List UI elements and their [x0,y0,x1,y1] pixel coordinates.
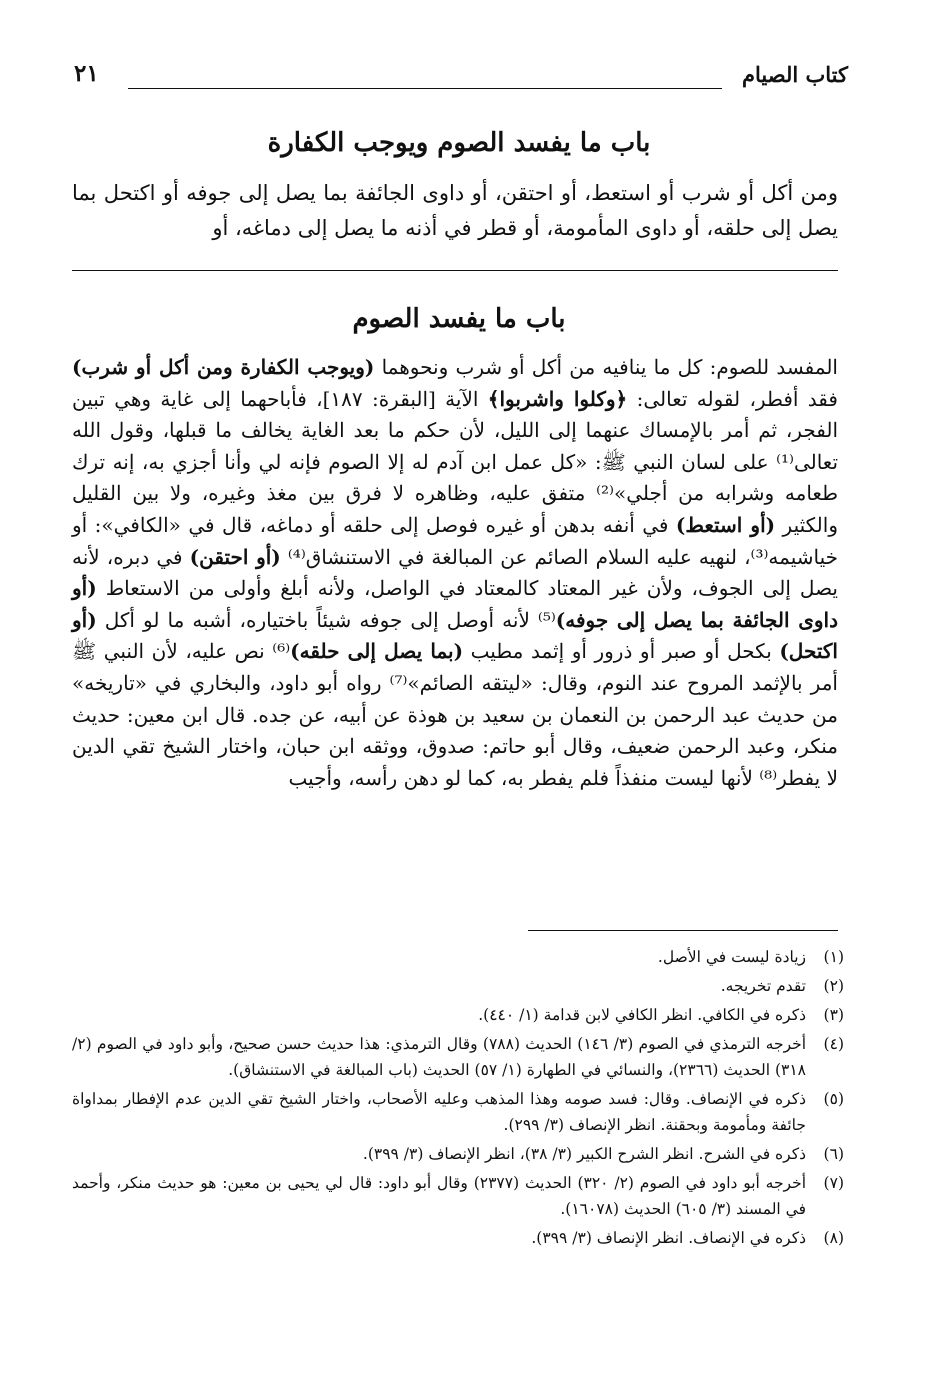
sharh-body [72,352,838,794]
footnote-item [72,1225,844,1251]
footnote-text: ذكره في الشرح. انظر الشرح الكبير (٣/ ٣٨)، انظر الإنصاف (٣/ ٣٩٩). [362,1145,806,1163]
footnote-item [72,1002,844,1028]
matn-quote: (بما يصل إلى حلقه) [290,639,464,664]
page-number: ٢١ [74,60,99,87]
footnote-item [72,1031,844,1083]
footnote-text: ذكره في الإنصاف. وقال: فسد صومه وهذا المذهب وعليه الأصحاب، واختار الشيخ تقي الدين عدم الإفطار بمداواة جائفة ومأمومة وبحقنة. انظر الإنصاف (٣/ ٢٩٩). [72,1090,806,1134]
footnote-number: (١) [823,948,844,966]
commentary-text: المفسد للصوم: كل ما ينافيه من أكل أو شرب ونحوهما [374,355,838,379]
footnote-text: زيادة ليست في الأصل. [657,948,806,966]
footnotes-list [72,944,844,1254]
book-title: كتاب الصيام [742,62,848,87]
commentary-text: ⁽⁶⁾ نص عليه، لأن النبي ﷺ أمر بالإثمد المروح عند النوم، وقال: «ليتقه الصائم»⁽⁷⁾ رواه أبو داود، والبخاري في «تاريخه» من حديث عبد الرحمن بن النعمان بن سعيد بن هوذة عن أبيه، عن جده. قال ابن معين: حديث منكر، وعبد الرحمن ضعيف، وقال أبو حاتم: صدوق، ووثقه ابن حبان، واختار الشيخ تقي الدين لا يفطر⁽⁸⁾ لأنها ليست منفذاً فلم يفطر به، كما لو دهن رأسه، وأجيب [72,639,838,790]
footnote-item [72,1086,844,1138]
footnote-number: (٢) [823,977,844,995]
footnote-rule [528,930,838,931]
footnote-number: (٨) [823,1229,844,1247]
sharh-paragraph [72,352,838,794]
running-header [70,58,848,98]
footnote-number: (٦) [823,1145,844,1163]
matn-quote: (أو استعط) [675,512,776,537]
footnote-item [72,973,844,999]
footnote-text: أخرجه الترمذي في الصوم (٣/ ١٤٦) الحديث (٧٨٨) وقال الترمذي: هذا حديث حسن صحيح، وأبو داود في الصوم (٢/ ٣١٨) الحديث (٢٣٦٦)، والنسائي في الطهارة (١/ ٥٧) الحديث (باب المبالغة في الاستنشاق). [72,1035,807,1079]
sharh-heading: باب ما يفسد الصوم [352,304,566,334]
matn-quote: (أو اكتحل) [72,607,838,664]
matn-text: ومن أكل أو شرب أو استعط، أو احتقن، أو داوى الجائفة بما يصل إلى جوفه أو اكتحل بما يصل إلى حلقه، أو داوى المأمومة، أو قطر في أذنه ما يصل إلى دماغه، أو [72,181,838,240]
footnote-text: ذكره في الإنصاف. انظر الإنصاف (٣/ ٣٩٩). [531,1229,806,1247]
matn-quote: ﴿وكلوا واشربوا﴾ [487,386,628,411]
footnote-item [72,944,844,970]
footnote-number: (٥) [823,1090,844,1108]
footnote-item [72,1141,844,1167]
footnote-number: (٤) [823,1035,844,1053]
matn-separator-rule [72,270,838,271]
commentary-text: ⁽⁵⁾ لأنه أوصل إلى جوفه شيئاً باختياره، أشبه ما لو أكل [96,607,556,632]
commentary-text: فقد أفطر، لقوله تعالى: [627,386,838,411]
footnote-number: (٣) [823,1006,844,1024]
footnote-text: أخرجه أبو داود في الصوم (٢/ ٣٢٠) الحديث (٢٣٧٧) وقال أبو داود: قال لي يحيى بن معين: هو حديث منكر، وأحمد في المسند (٣/ ٦٠٥) الحديث (١٦٠٧٨). [72,1174,806,1218]
footnote-text: تقدم تخريجه. [720,977,806,995]
header-rule [128,88,722,89]
matn-quote: (أو احتقن) [189,544,281,569]
commentary-text: في أنفه بدهن أو غيره فوصل إلى حلقه أو دماغه، قال في «الكافي»: أو خياشيمه⁽³⁾، لنهيه عليه السلام الصائم عن المبالغة في الاستنشاق⁽⁴⁾ [72,512,838,569]
commentary-text: في دبره، لأنه يصل إلى الجوف، ولأن غير المعتاد كالمعتاد في الواصل، ولأنه أبلغ وأولى من الاستعاط [72,544,838,601]
footnote-item [72,1170,844,1222]
commentary-text: الآية [البقرة: ١٨٧]، فأباحهما إلى غاية وهي تبين الفجر، ثم أمر بالإمساك عنهما إلى الليل، لأن حكم ما بعد الغاية يخالف ما قبلها، وقول الله تعالى⁽¹⁾ على لسان النبي ﷺ: «كل عمل ابن آدم له إلا الصوم فإنه لي وأنا أجزي به، إنه ترك طعامه وشرابه من أجلي»⁽²⁾ متفق عليه، وظاهره لا فرق بين مغذ وغيره، ولا بين القليل والكثير [72,386,839,537]
footnote-number: (٧) [823,1174,844,1192]
matn-quote: (ويوجب الكفارة ومن أكل أو شرب) [72,355,375,379]
matn-heading: باب ما يفسد الصوم ويوجب الكفارة [267,128,651,158]
matn-quote: (أو داوى الجائفة بما يصل إلى جوفه) [72,576,838,632]
commentary-text: بكحل أو صبر أو ذرور أو إثمد مطيب [463,639,780,664]
footnote-text: ذكره في الكافي. انظر الكافي لابن قدامة (١/ ٤٤٠). [478,1006,806,1024]
